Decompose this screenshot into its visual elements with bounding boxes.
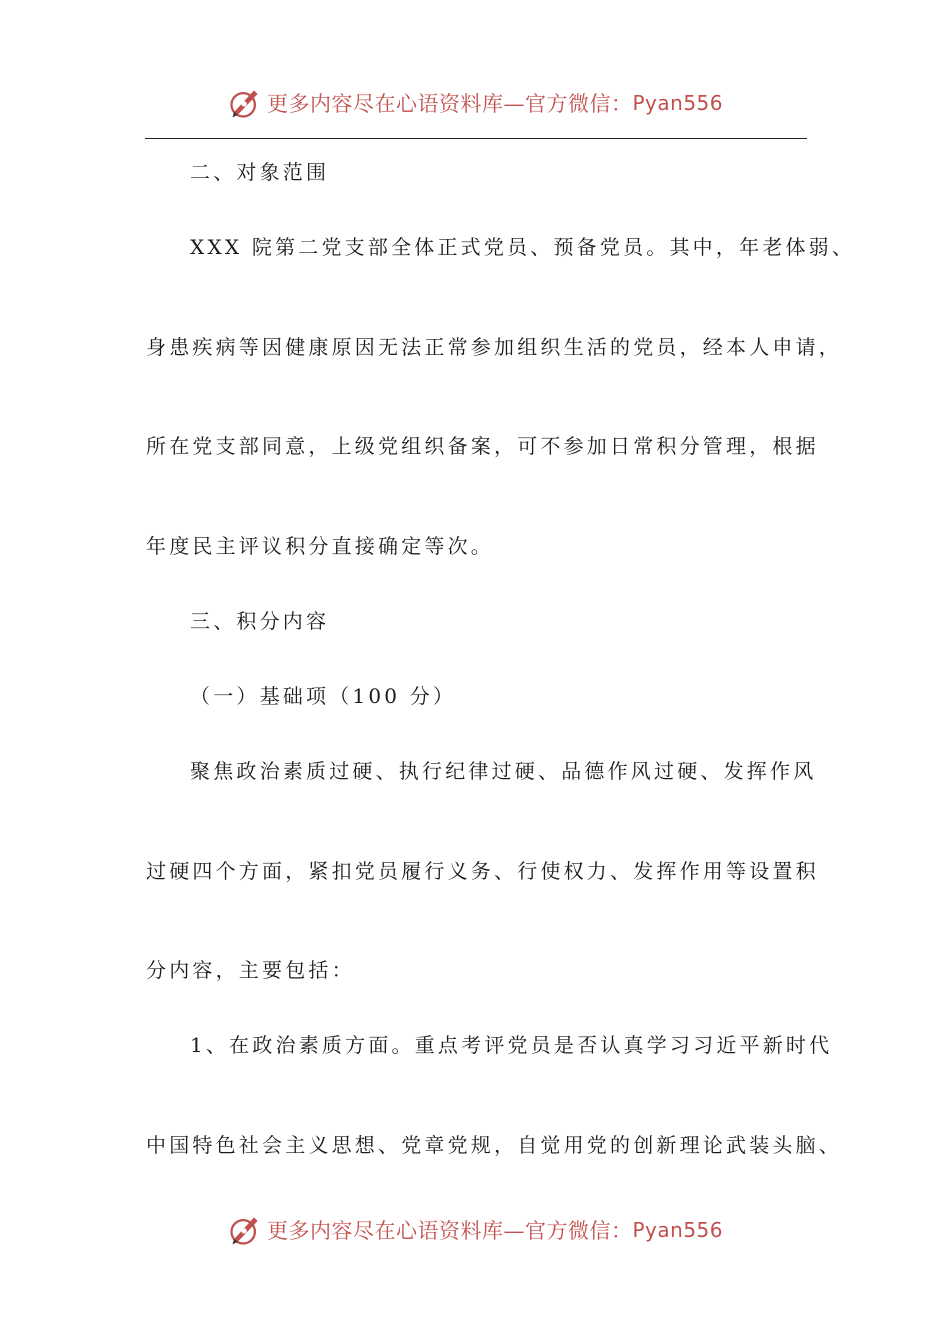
pen-logo-icon <box>227 1212 263 1248</box>
footer-banner <box>0 1205 950 1255</box>
header-banner-text: 更多内容尽在心语资料库—官方微信： <box>266 92 633 116</box>
header-banner <box>0 78 950 128</box>
footer-banner-text: 更多内容尽在心语资料库—官方微信： <box>266 1219 633 1243</box>
pen-logo-icon <box>227 85 263 121</box>
header-wechat-id: Pyan556 <box>632 91 723 115</box>
footer-wechat-id: Pyan556 <box>632 1218 723 1242</box>
header-rule <box>145 138 807 139</box>
